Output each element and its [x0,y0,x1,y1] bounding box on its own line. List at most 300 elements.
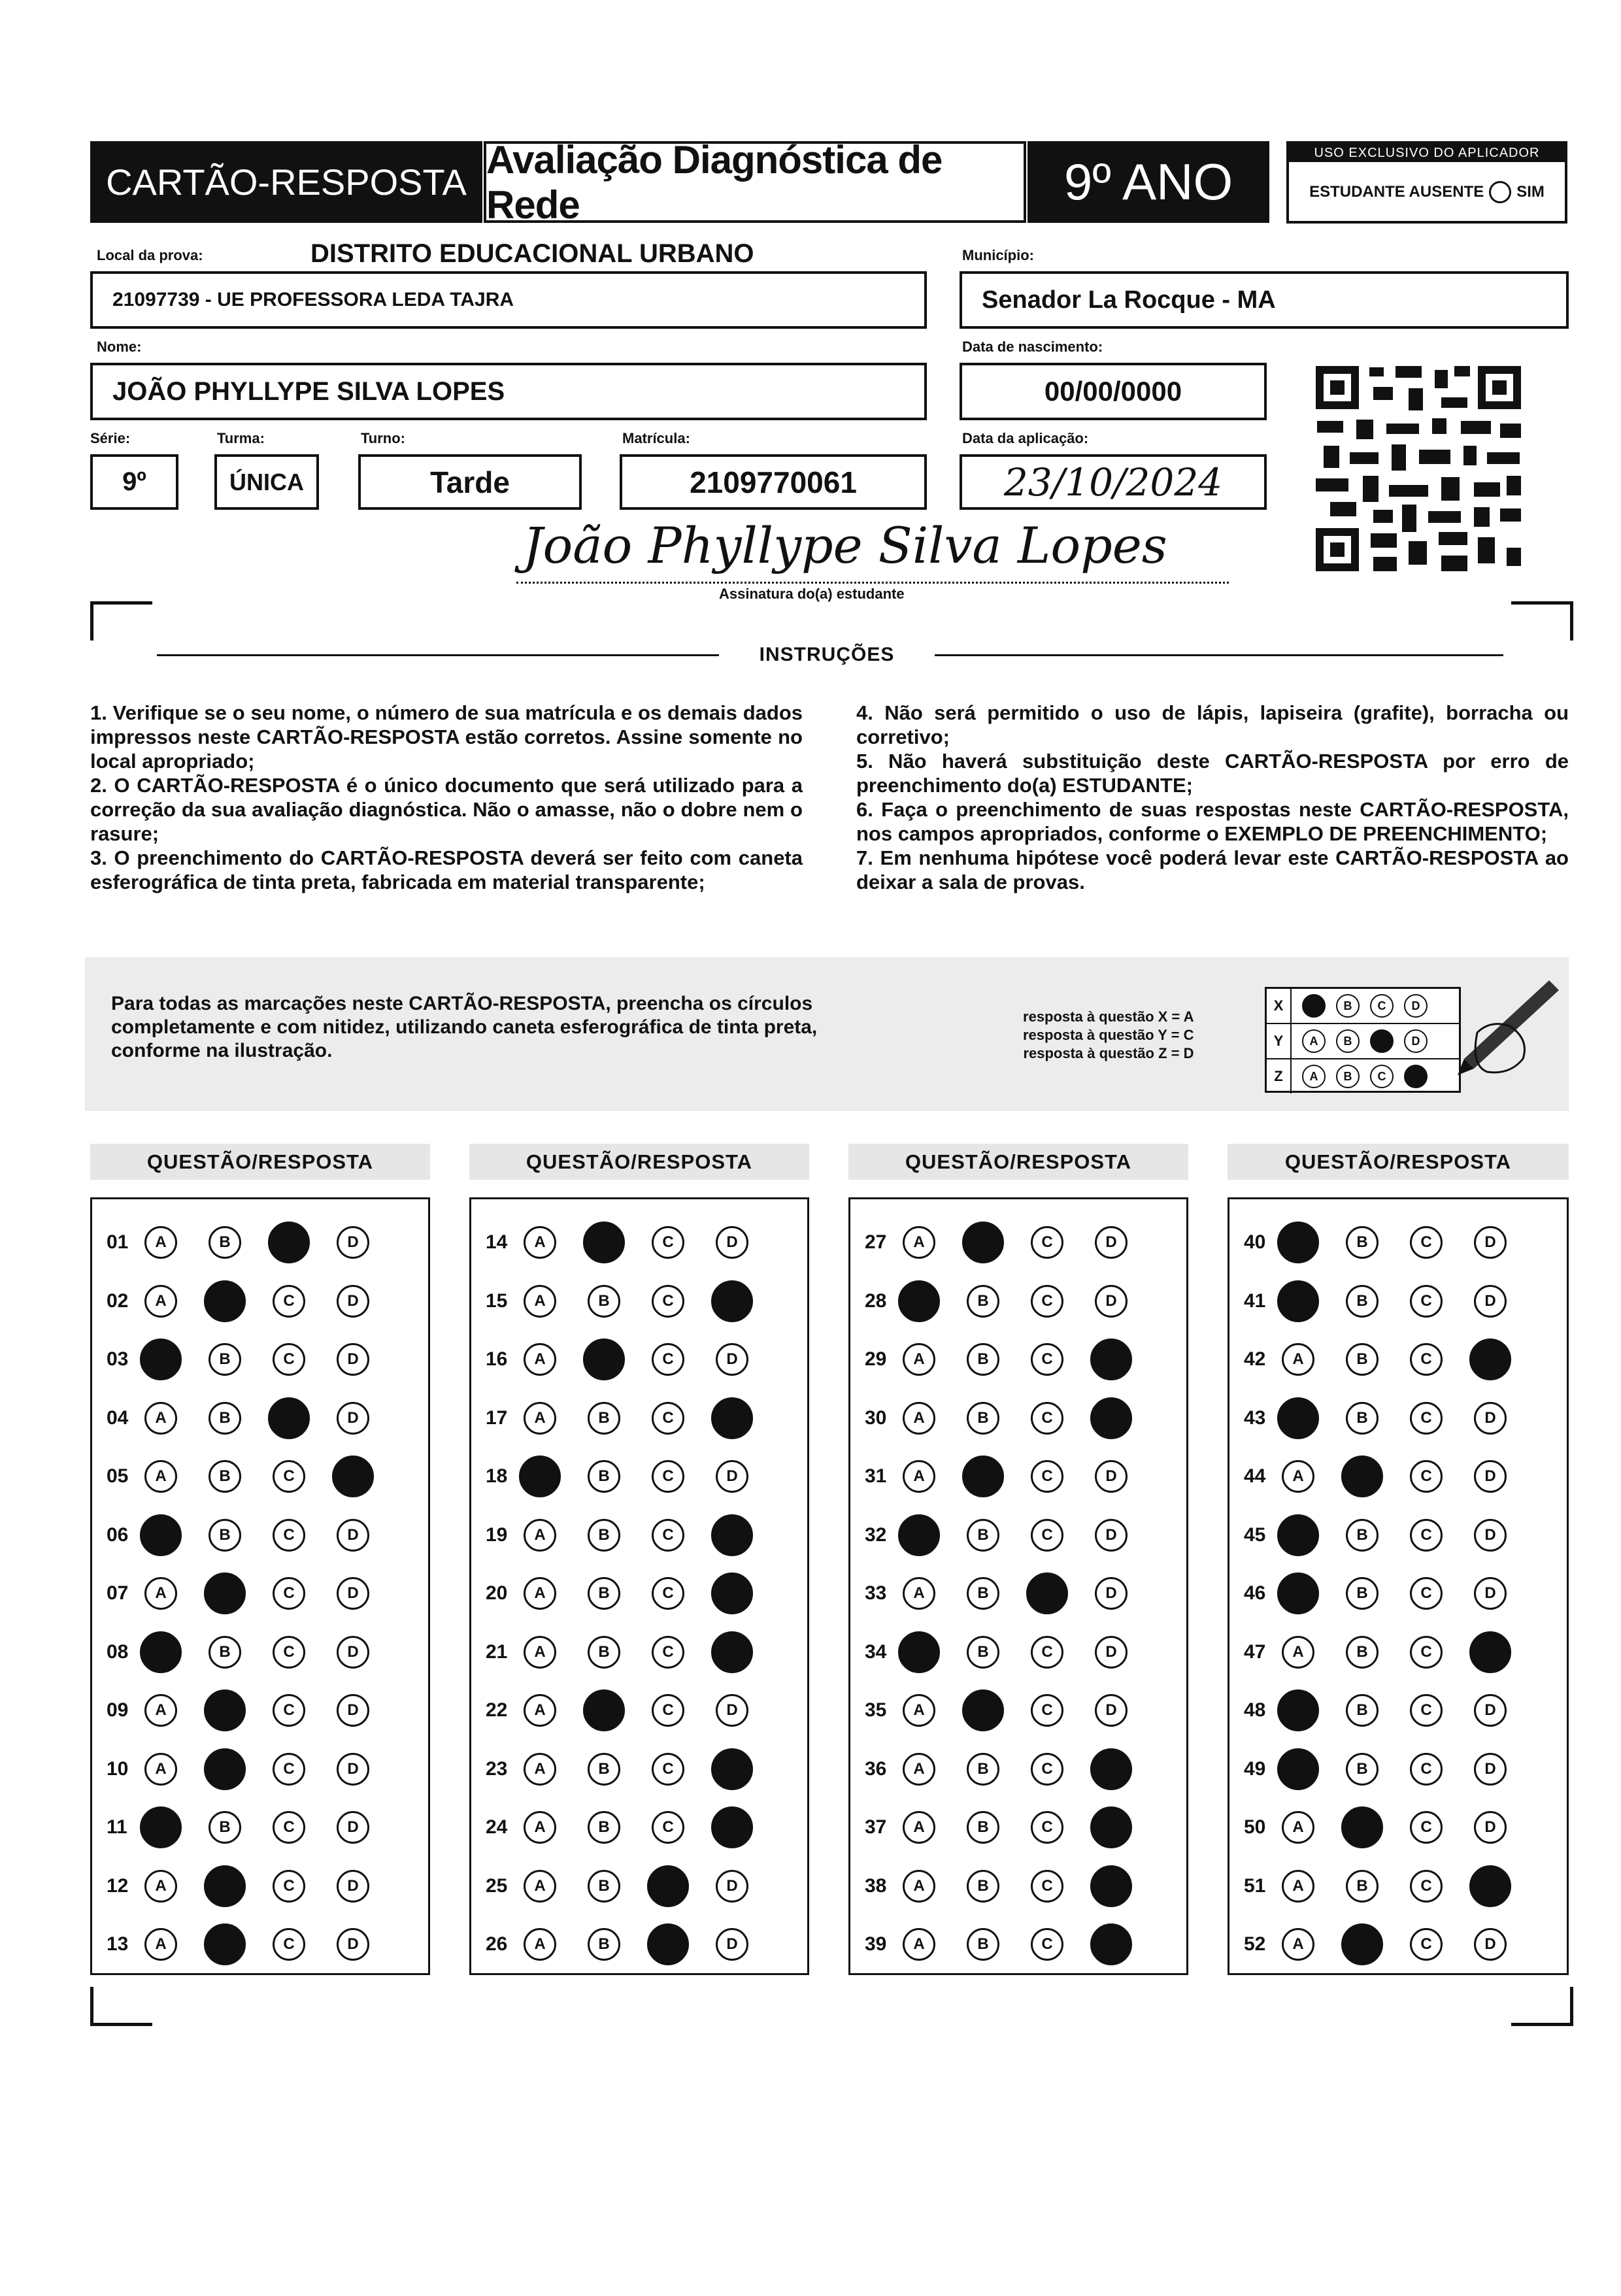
card-title: CARTÃO-RESPOSTA [90,141,482,223]
bubble-c[interactable]: C [1031,1460,1063,1493]
bubble-a[interactable]: A [903,1753,935,1786]
bubble-a[interactable]: A [903,1811,935,1844]
bubble-a[interactable]: A [144,1753,177,1786]
bubble-a[interactable]: A [1282,1870,1314,1903]
bubble-a-marked[interactable]: A [898,1280,940,1322]
bubble-c[interactable]: C [652,1285,684,1318]
bubble-a[interactable]: A [903,1226,935,1259]
bubble-b[interactable]: B [1346,1753,1379,1786]
bubble-b-marked[interactable]: B [962,1689,1004,1731]
bubble-c[interactable]: C [273,1753,305,1786]
bubble-d-marked[interactable]: D [711,1280,753,1322]
bubble-c[interactable]: C [273,1519,305,1552]
nome-field: JOÃO PHYLLYPE SILVA LOPES [90,363,927,420]
bubble-d[interactable]: D [337,1519,369,1552]
bubble-c[interactable]: C [273,1460,305,1493]
answer-row [1229,1857,1567,1915]
bubble-d[interactable]: D [1474,1753,1507,1786]
instruction-item: 4. Não será permitido o uso de lápis, lapiseira (grafite), borracha ou corretivo; [856,701,1569,748]
question-number: 03 [107,1348,129,1370]
bubble-c[interactable]: C [273,1928,305,1961]
bubble-a-marked[interactable]: A [1277,1572,1319,1614]
bubble-b[interactable]: B [967,1577,999,1610]
bubble-c[interactable]: C [273,1870,305,1903]
bubble-b-marked[interactable]: B [583,1222,625,1263]
bubble-a[interactable]: A [524,1870,556,1903]
bubble-c[interactable]: C [1410,1636,1443,1669]
bubble-a[interactable]: A [524,1694,556,1727]
bubble-b[interactable]: B [1346,1519,1379,1552]
example-row-label: Z [1267,1059,1292,1093]
question-number: 06 [107,1523,129,1546]
bubble-b[interactable]: B [967,1285,999,1318]
bubble-c[interactable]: C [1031,1519,1063,1552]
absent-bubble[interactable] [1489,181,1511,203]
bubble-b-marked[interactable]: B [1341,1923,1383,1965]
example-legend [1023,1008,1194,1063]
bubble-a[interactable]: A [903,1343,935,1376]
bubble-a[interactable]: A [524,1577,556,1610]
example-bubble: C [1370,1065,1394,1088]
question-number: 01 [107,1231,129,1253]
answer-row [850,1799,1186,1856]
bubble-b[interactable]: B [209,1636,241,1669]
answer-row [471,1623,807,1681]
bubble-c[interactable]: C [1410,1285,1443,1318]
bubble-b[interactable]: B [1346,1636,1379,1669]
question-number: 32 [865,1523,887,1546]
legend-y: resposta à questão Y = C [1023,1027,1194,1043]
bubble-b[interactable]: B [588,1811,620,1844]
example-bubble: D [1404,994,1428,1018]
bubble-a-marked[interactable]: A [898,1514,940,1556]
aplicacao-field: 23/10/2024 [960,454,1267,510]
bubble-a[interactable]: A [144,1460,177,1493]
bubble-a-marked[interactable]: A [1277,1397,1319,1439]
bubble-d-marked[interactable]: D [332,1456,374,1497]
bubble-d-marked[interactable]: D [1090,1865,1132,1907]
bubble-b[interactable]: B [209,1402,241,1435]
instructions-left [90,701,803,894]
bubble-a-marked[interactable]: A [898,1631,940,1673]
bubble-b[interactable]: B [588,1285,620,1318]
bubble-b[interactable]: B [1346,1402,1379,1435]
bubble-b-marked[interactable]: B [962,1456,1004,1497]
frame-corner-tr [1511,601,1573,641]
bubble-b[interactable]: B [1346,1694,1379,1727]
question-number: 22 [486,1699,508,1721]
bubble-d-marked[interactable]: D [1090,1923,1132,1965]
turno-label: Turno: [361,430,406,446]
bubble-a-marked[interactable]: A [140,1806,182,1848]
question-number: 49 [1244,1757,1266,1780]
bubble-d-marked[interactable]: D [1469,1865,1511,1907]
example-row-label: Y [1267,1024,1292,1058]
answer-row [92,1214,428,1271]
bubble-c[interactable]: C [1031,1811,1063,1844]
bubble-d[interactable]: D [1095,1519,1128,1552]
bubble-c[interactable]: C [1031,1343,1063,1376]
instructions-heading: INSTRUÇÕES [759,644,895,665]
column-heading: QUESTÃO/RESPOSTA [1228,1144,1569,1180]
bubble-d[interactable]: D [716,1928,748,1961]
question-number: 48 [1244,1699,1266,1721]
bubble-c[interactable]: C [1031,1402,1063,1435]
bubble-d-marked[interactable]: D [711,1397,753,1439]
example-row [1267,1059,1459,1093]
question-number: 29 [865,1348,887,1370]
bubble-d-marked[interactable]: D [711,1748,753,1790]
bubble-b[interactable]: B [209,1460,241,1493]
answer-row [471,1331,807,1388]
bubble-a[interactable]: A [524,1753,556,1786]
bubble-d-marked[interactable]: D [1469,1631,1511,1673]
signature-label: Assinatura do(a) estudante [719,586,905,602]
absent-label: ESTUDANTE AUSENTE [1309,183,1484,201]
bubble-b[interactable]: B [588,1460,620,1493]
bubble-a[interactable]: A [524,1636,556,1669]
question-number: 45 [1244,1523,1266,1546]
bubble-c-marked[interactable]: C [268,1222,310,1263]
bubble-d-marked[interactable]: D [711,1631,753,1673]
bubble-a[interactable]: A [903,1928,935,1961]
bubble-d[interactable]: D [1474,1460,1507,1493]
bubble-d[interactable]: D [1474,1226,1507,1259]
bubble-c[interactable]: C [1410,1694,1443,1727]
bubble-b[interactable]: B [588,1753,620,1786]
bubble-a[interactable]: A [524,1226,556,1259]
bubble-c[interactable]: C [652,1519,684,1552]
bubble-d-marked[interactable]: D [711,1514,753,1556]
bubble-c[interactable]: C [652,1343,684,1376]
bubble-c[interactable]: C [652,1460,684,1493]
bubble-c[interactable]: C [273,1343,305,1376]
bubble-b-marked[interactable]: B [204,1865,246,1907]
bubble-d[interactable]: D [1095,1460,1128,1493]
bubble-d[interactable]: D [1474,1928,1507,1961]
bubble-b[interactable]: B [1346,1285,1379,1318]
bubble-b[interactable]: B [588,1402,620,1435]
nascimento-field: 00/00/0000 [960,363,1267,420]
exclusive-use-box [1286,141,1567,224]
answer-row [850,1448,1186,1505]
bubble-a-marked[interactable]: A [140,1631,182,1673]
answer-row [471,1565,807,1622]
bubble-a[interactable]: A [1282,1811,1314,1844]
bubble-a[interactable]: A [524,1402,556,1435]
school-field: 21097739 - UE PROFESSORA LEDA TAJRA [90,271,927,329]
question-number: 46 [1244,1582,1266,1604]
bubble-d[interactable]: D [337,1285,369,1318]
bubble-a[interactable]: A [903,1460,935,1493]
bubble-d[interactable]: D [1095,1285,1128,1318]
turma-label: Turma: [217,430,265,446]
bubble-c[interactable]: C [1410,1226,1443,1259]
bubble-b-marked[interactable]: B [1341,1456,1383,1497]
legend-z: resposta à questão Z = D [1023,1045,1194,1061]
bubble-d[interactable]: D [337,1636,369,1669]
bubble-a[interactable]: A [144,1402,177,1435]
answer-row [1229,1799,1567,1856]
question-number: 37 [865,1816,887,1838]
bubble-c[interactable]: C [273,1636,305,1669]
bubble-c[interactable]: C [1410,1460,1443,1493]
bubble-d[interactable]: D [1095,1636,1128,1669]
bubble-b[interactable]: B [1346,1870,1379,1903]
bubble-c[interactable]: C [1410,1870,1443,1903]
bubble-b-marked[interactable]: B [204,1923,246,1965]
bubble-c[interactable]: C [1031,1636,1063,1669]
grade-label: 9º ANO [1028,141,1269,223]
bubble-b[interactable]: B [967,1402,999,1435]
bubble-a[interactable]: A [1282,1460,1314,1493]
bubble-a[interactable]: A [1282,1343,1314,1376]
bubble-b-marked[interactable]: B [204,1280,246,1322]
legend-x: resposta à questão X = A [1023,1008,1194,1025]
example-text: Para todas as marcações neste CARTÃO-RESPOSTA, preencha os círculos completamente e com nitidez, utilizando caneta esferográfica de tinta preta, conforme na ilustração. [111,993,818,1061]
example-bubble: B [1336,1029,1360,1053]
bubble-b-marked[interactable]: B [204,1748,246,1790]
bubble-c[interactable]: C [1031,1870,1063,1903]
question-number: 35 [865,1699,887,1721]
answer-row [1229,1214,1567,1271]
bubble-d[interactable]: D [337,1226,369,1259]
bubble-c[interactable]: C [1410,1343,1443,1376]
question-number: 09 [107,1699,129,1721]
bubble-a[interactable]: A [144,1928,177,1961]
answer-row [92,1857,428,1915]
bubble-b[interactable]: B [967,1811,999,1844]
serie-label: Série: [90,430,131,446]
answer-row [471,1214,807,1271]
question-number: 25 [486,1874,508,1897]
bubble-b[interactable]: B [588,1519,620,1552]
bubble-c[interactable]: C [1410,1402,1443,1435]
bubble-a-marked[interactable]: A [1277,1689,1319,1731]
question-number: 42 [1244,1348,1266,1370]
answer-row [471,1506,807,1564]
bubble-a[interactable]: A [144,1285,177,1318]
bubble-b[interactable]: B [209,1519,241,1552]
answer-grid [1228,1197,1569,1975]
instruction-item: 7. Em nenhuma hipótese você poderá levar este CARTÃO-RESPOSTA ao deixar a sala de provas. [856,846,1569,893]
answer-row [850,1214,1186,1271]
bubble-a-marked[interactable]: A [1277,1748,1319,1790]
bubble-a-marked[interactable]: A [140,1514,182,1556]
bubble-d[interactable]: D [1095,1694,1128,1727]
example-bubble-filled [1302,994,1326,1018]
bubble-b[interactable]: B [209,1343,241,1376]
answer-row [850,1506,1186,1564]
bubble-d[interactable]: D [337,1343,369,1376]
example-row-label: X [1267,989,1292,1023]
bubble-b[interactable]: B [588,1636,620,1669]
question-number: 50 [1244,1816,1266,1838]
bubble-c[interactable]: C [1410,1753,1443,1786]
frame-corner-tl [90,601,152,641]
bubble-d[interactable]: D [716,1694,748,1727]
answer-row [92,1331,428,1388]
bubble-a-marked[interactable]: A [1277,1222,1319,1263]
bubble-c[interactable]: C [652,1811,684,1844]
bubble-b[interactable]: B [967,1753,999,1786]
bubble-b[interactable]: B [967,1870,999,1903]
bubble-b[interactable]: B [1346,1577,1379,1610]
bubble-c[interactable]: C [652,1753,684,1786]
bubble-a[interactable]: A [524,1519,556,1552]
answer-row [1229,1506,1567,1564]
bubble-b-marked[interactable]: B [204,1689,246,1731]
bubble-c-marked[interactable]: C [647,1865,689,1907]
answer-row [850,1273,1186,1330]
answer-row [850,1623,1186,1681]
bubble-b[interactable]: B [209,1811,241,1844]
column-heading: QUESTÃO/RESPOSTA [848,1144,1188,1180]
bubble-b[interactable]: B [588,1870,620,1903]
bubble-a-marked[interactable]: A [1277,1514,1319,1556]
bubble-d[interactable]: D [1474,1811,1507,1844]
heading-rule-left [157,654,719,656]
bubble-c[interactable]: C [273,1811,305,1844]
bubble-d-marked[interactable]: D [1090,1748,1132,1790]
bubble-c[interactable]: C [652,1226,684,1259]
local-value: DISTRITO EDUCACIONAL URBANO [310,239,754,268]
bubble-d[interactable]: D [1095,1226,1128,1259]
example-bubble-filled [1404,1065,1428,1088]
bubble-d[interactable]: D [1474,1402,1507,1435]
answer-row [1229,1331,1567,1388]
answer-row [471,1799,807,1856]
question-number: 07 [107,1582,129,1604]
bubble-d[interactable]: D [337,1402,369,1435]
bubble-a[interactable]: A [524,1343,556,1376]
bubble-b[interactable]: B [588,1928,620,1961]
bubble-a[interactable]: A [144,1870,177,1903]
bubble-d[interactable]: D [337,1811,369,1844]
question-number: 11 [107,1816,127,1838]
bubble-b-marked[interactable]: B [962,1222,1004,1263]
bubble-c[interactable]: C [1410,1811,1443,1844]
bubble-d-marked[interactable]: D [1469,1339,1511,1380]
bubble-a[interactable]: A [903,1870,935,1903]
bubble-c[interactable]: C [652,1577,684,1610]
bubble-d[interactable]: D [337,1753,369,1786]
answer-row [850,1682,1186,1739]
bubble-d-marked[interactable]: D [711,1806,753,1848]
bubble-d[interactable]: D [337,1870,369,1903]
bubble-d-marked[interactable]: D [1090,1339,1132,1380]
bubble-c[interactable]: C [273,1285,305,1318]
bubble-d[interactable]: D [1474,1285,1507,1318]
answer-row [92,1799,428,1856]
answer-row [1229,1389,1567,1447]
question-number: 26 [486,1933,508,1955]
bubble-b-marked[interactable]: B [583,1339,625,1380]
question-number: 36 [865,1757,887,1780]
bubble-a[interactable]: A [524,1811,556,1844]
bubble-b[interactable]: B [588,1577,620,1610]
bubble-a[interactable]: A [524,1928,556,1961]
bubble-b[interactable]: B [967,1636,999,1669]
question-number: 52 [1244,1933,1266,1955]
bubble-c[interactable]: C [273,1694,305,1727]
question-number: 51 [1244,1874,1266,1897]
bubble-c[interactable]: C [1031,1285,1063,1318]
bubble-a[interactable]: A [1282,1636,1314,1669]
bubble-a[interactable]: A [144,1694,177,1727]
bubble-a[interactable]: A [144,1226,177,1259]
bubble-d[interactable]: D [1474,1694,1507,1727]
bubble-a[interactable]: A [903,1694,935,1727]
bubble-d[interactable]: D [716,1226,748,1259]
exclusive-use-label: USO EXCLUSIVO DO APLICADOR [1289,144,1565,162]
question-number: 27 [865,1231,887,1253]
bubble-a[interactable]: A [144,1577,177,1610]
bubble-c[interactable]: C [1410,1519,1443,1552]
bubble-d[interactable]: D [716,1870,748,1903]
bubble-c[interactable]: C [1031,1226,1063,1259]
bubble-b[interactable]: B [1346,1343,1379,1376]
bubble-c-marked[interactable]: C [647,1923,689,1965]
bubble-c[interactable]: C [1410,1577,1443,1610]
bubble-b[interactable]: B [209,1226,241,1259]
bubble-c[interactable]: C [652,1402,684,1435]
bubble-b[interactable]: B [967,1519,999,1552]
bubble-d-marked[interactable]: D [1090,1806,1132,1848]
bubble-d[interactable]: D [716,1343,748,1376]
bubble-a[interactable]: A [903,1577,935,1610]
bubble-b[interactable]: B [967,1928,999,1961]
bubble-b[interactable]: B [967,1343,999,1376]
question-number: 13 [107,1933,129,1955]
bubble-a[interactable]: A [1282,1928,1314,1961]
bubble-d-marked[interactable]: D [1090,1397,1132,1439]
bubble-b[interactable]: B [1346,1226,1379,1259]
bubble-a-marked[interactable]: A [1277,1280,1319,1322]
bubble-c[interactable]: C [652,1694,684,1727]
bubble-c-marked[interactable]: C [268,1397,310,1439]
bubble-d[interactable]: D [337,1928,369,1961]
bubble-c[interactable]: C [273,1577,305,1610]
bubble-c[interactable]: C [652,1636,684,1669]
bubble-a[interactable]: A [524,1285,556,1318]
qr-code [1311,361,1526,576]
bubble-b-marked[interactable]: B [1341,1806,1383,1848]
heading-rule-right [935,654,1503,656]
question-number: 10 [107,1757,129,1780]
bubble-c[interactable]: C [1031,1753,1063,1786]
example-bubble: D [1404,1029,1428,1053]
bubble-d[interactable]: D [716,1460,748,1493]
bubble-c[interactable]: C [1410,1928,1443,1961]
bubble-c[interactable]: C [1031,1694,1063,1727]
bubble-a-marked[interactable]: A [140,1339,182,1380]
bubble-d[interactable]: D [337,1694,369,1727]
instruction-item: 1. Verifique se o seu nome, o número de sua matrícula e os demais dados impressos neste CARTÃO-RESPOSTA estão corretos. Assine somente no local apropriado; [90,701,803,773]
bubble-a[interactable]: A [903,1402,935,1435]
question-number: 05 [107,1465,129,1487]
bubble-d[interactable]: D [337,1577,369,1610]
bubble-b-marked[interactable]: B [583,1689,625,1731]
bubble-d[interactable]: D [1095,1577,1128,1610]
bubble-d[interactable]: D [1474,1577,1507,1610]
bubble-d[interactable]: D [1474,1519,1507,1552]
bubble-a-marked[interactable]: A [519,1456,561,1497]
bubble-c-marked[interactable]: C [1026,1572,1068,1614]
bubble-b-marked[interactable]: B [204,1572,246,1614]
bubble-c[interactable]: C [1031,1928,1063,1961]
bubble-d-marked[interactable]: D [711,1572,753,1614]
